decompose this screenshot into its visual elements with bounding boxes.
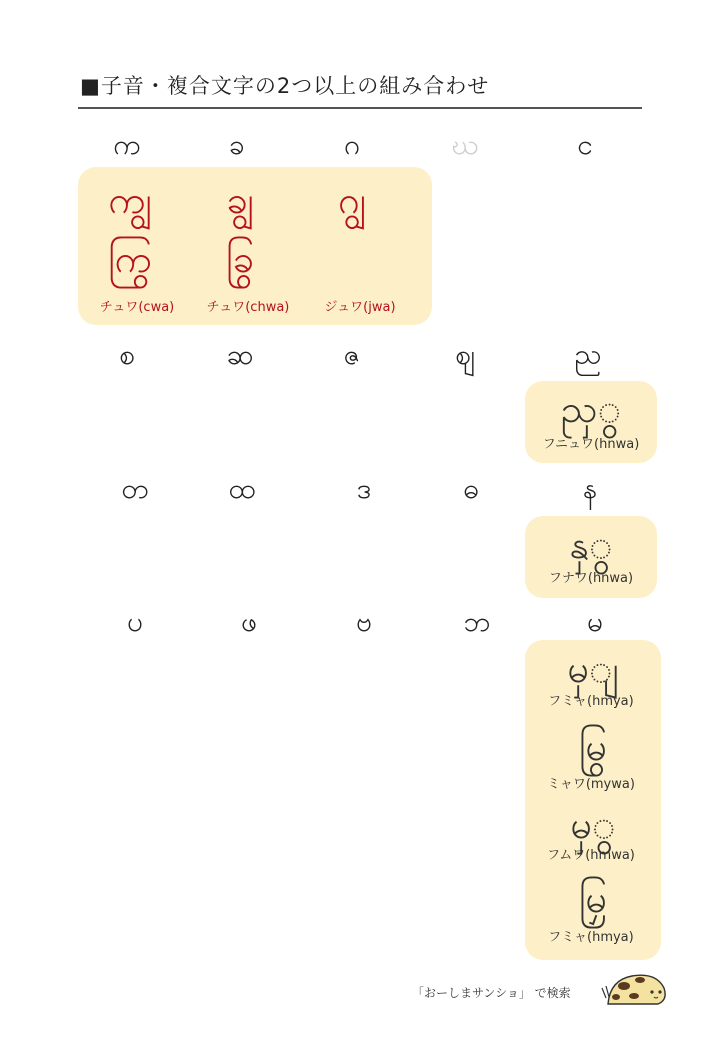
label-mywa: ミャワ(mywa) bbox=[547, 777, 635, 792]
combo-hnywa: ညှွ bbox=[560, 387, 622, 431]
combo-hmya: မှျ bbox=[567, 647, 619, 691]
footer-search-hint: 「おーしまサンショ」 で検索 bbox=[412, 986, 571, 1000]
consonant-nya: ည bbox=[574, 338, 602, 371]
label-hmya-2: フミャ(hmya) bbox=[548, 930, 634, 945]
label-hnwa-2: フナワ(hnwa) bbox=[548, 571, 634, 586]
label-hmwa: フムワ(hmwa) bbox=[547, 848, 635, 863]
combo-hnwa: နှွ bbox=[569, 523, 613, 567]
combo-hmrya: မြှ bbox=[578, 877, 608, 921]
consonant-ka: က bbox=[113, 128, 141, 161]
consonant-ta: တ bbox=[121, 472, 149, 505]
consonant-pa: ပ bbox=[127, 605, 143, 638]
consonant-ma: မ bbox=[587, 605, 603, 638]
title-divider bbox=[78, 107, 642, 109]
label-jwa: ジュワ(jwa) bbox=[324, 300, 396, 315]
consonant-za: ဇ bbox=[343, 338, 361, 371]
consonant-bha: ဘ bbox=[463, 605, 491, 638]
consonant-ba: ဗ bbox=[356, 605, 372, 638]
consonant-zha: ဈ bbox=[455, 338, 475, 371]
consonant-kha: ခ bbox=[229, 128, 245, 161]
consonant-hsa: ဆ bbox=[226, 338, 254, 371]
label-chwa: チュワ(chwa) bbox=[206, 300, 290, 315]
consonant-hpa: ဖ bbox=[241, 605, 257, 638]
consonant-hta: ထ bbox=[228, 472, 256, 505]
consonant-gha: ဃ bbox=[451, 128, 479, 161]
combo-gywa: ဂျွ bbox=[338, 178, 366, 222]
label-hmya-1: フミャ(hmya) bbox=[548, 694, 634, 709]
combo-kywa: ကျွ bbox=[108, 178, 152, 222]
consonant-sa: စ bbox=[119, 338, 135, 371]
combo-khrwa: ခြွ bbox=[226, 237, 254, 281]
consonant-ga: ဂ bbox=[344, 128, 360, 161]
label-cwa: チュワ(cwa) bbox=[99, 300, 175, 315]
combo-krwa: ကြွ bbox=[108, 237, 152, 281]
page-title: ■子音・複合文字の2つ以上の組み合わせ bbox=[80, 74, 490, 98]
combo-khywa: ချွ bbox=[226, 178, 254, 222]
consonant-da: ဒ bbox=[356, 472, 372, 505]
salamander-mascot-icon bbox=[598, 968, 670, 1008]
consonant-na: န bbox=[582, 472, 598, 505]
consonant-dha: ဓ bbox=[463, 472, 479, 505]
label-hnwa-1: フニュワ(hnwa) bbox=[542, 437, 640, 452]
combo-mywa: မြွ bbox=[578, 725, 608, 769]
consonant-nga: င bbox=[577, 128, 593, 161]
combo-hmwa: မှွ bbox=[570, 803, 616, 847]
